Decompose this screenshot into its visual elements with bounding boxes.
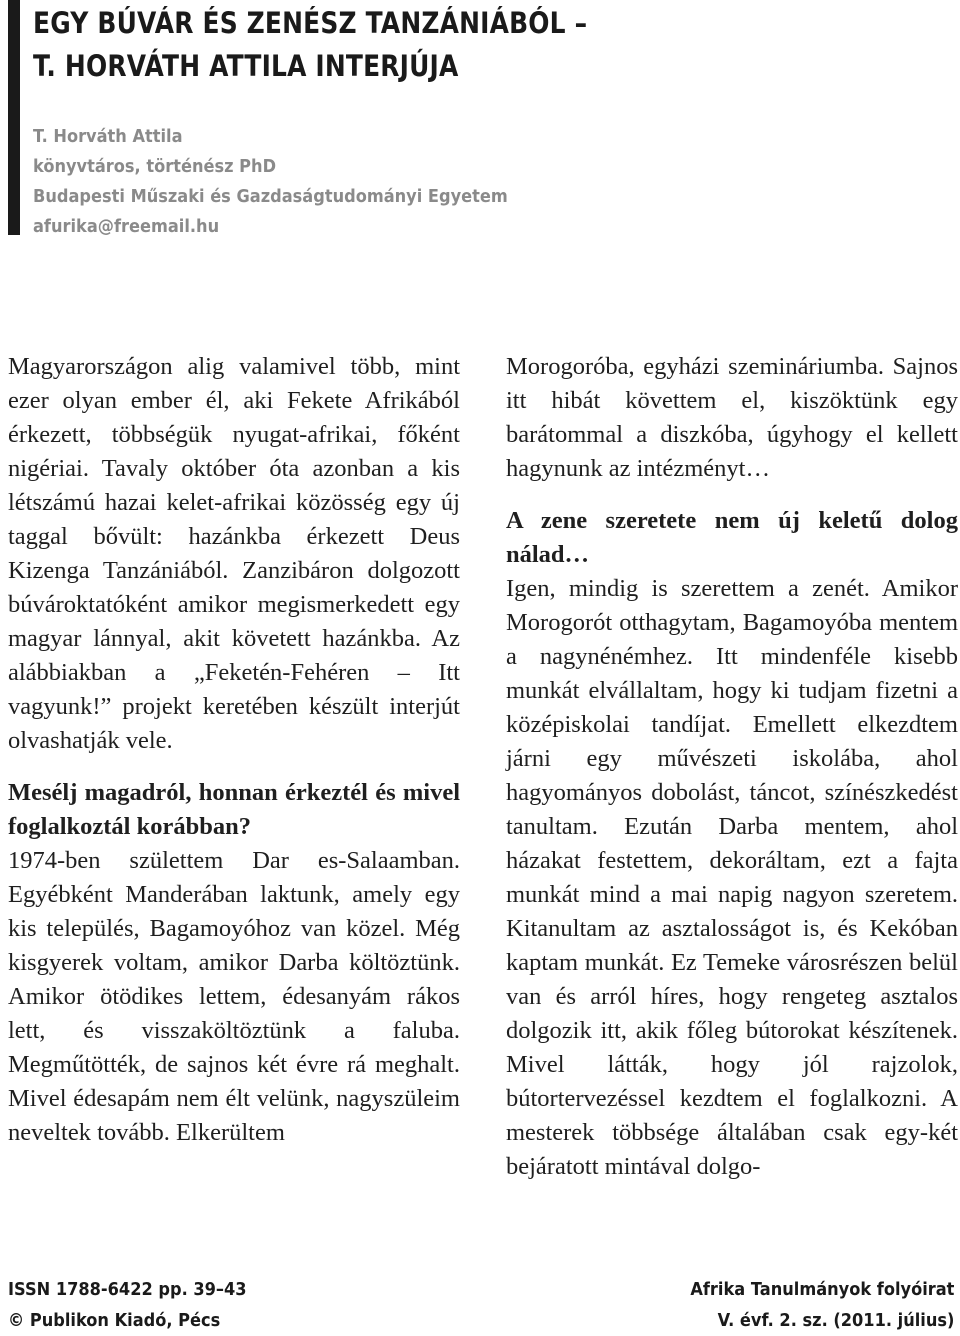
footer-left (8, 1274, 247, 1336)
title-line-1: EGY BÚVÁR ÉS ZENÉSZ TANZÁNIÁBÓL – (33, 6, 588, 40)
intro-paragraph: Magyarországon alig valamivel több, mint ezer olyan ember él, aki Fekete Afrikából érkezett, többségük nyugat-afrikai, főként nigériai. Tavaly október óta azonban a kis létszámú hazai kelet-afrikai közösség egy új taggal bővült: hazánkba érkezett Deus Kizenga Tanzániából. Zanzibáron dolgozott búvároktatóként amikor megismerkedett egy magyar lánnyal, akit követett hazánkba. Az alábbiakban a „Feketén-Fehéren – Itt vagyunk!” projekt keretében készült interjút olvashatják vele. (8, 353, 460, 754)
footer-right (690, 1274, 954, 1336)
right-column (506, 350, 958, 1184)
left-column (8, 350, 460, 1150)
issue-text: V. évf. 2. sz. (2011. július) (717, 1310, 954, 1331)
author-email: afurika@freemail.hu (33, 216, 220, 237)
author-affiliation: Budapesti Műszaki és Gazdaságtudományi Egyetem (33, 186, 508, 207)
answer-2: Igen, mindig is szerettem a zenét. Amikor Morogorót otthagytam, Bagamoyóba mentem a nagynénémhez. Itt mindenféle kisebb munkát elvállaltam, hogy ki tudjam fizetni a középiskolai tandíjat. Emellett elkezdtem járni egy művészeti iskolába, ahol hagyományos dobolást, táncot, színészkedést tanultam. Ezután Darba mentem, ahol házakat festettem, dekoráltam, ezt a fajta munkát mind a mai napig nagyon szeretem. Kitanultam az asztalosságot is, és Kekóban kaptam munkát. Ez Temeke városrészen belül van és arról híres, hogy rengeteg asztalos dolgozik itt, akik főleg bútorokat készítenek. Mivel látták, hogy jól rajzolok, bútortervezéssel kezdtem el foglalkozni. A mesterek többsége általában csak egy-két bejáratott mintával dolgo- (506, 575, 958, 1180)
title-line-2: T. HORVÁTH ATTILA INTERJÚJA (33, 49, 459, 83)
article-title (33, 2, 824, 88)
journal-name: Afrika Tanulmányok folyóirat (689, 1279, 954, 1300)
issn-text: ISSN 1788-6422 pp. 39–43 (8, 1279, 247, 1300)
question-1: Mesélj magadról, honnan érkeztél és mivel foglalkoztál korábban? (8, 779, 460, 840)
publisher-text: © Publikon Kiadó, Pécs (8, 1310, 221, 1331)
continuation-paragraph: Morogoróba, egyházi szemináriumba. Sajnos itt hibát követtem el, kiszöktünk egy barátommal a diszkóba, úgyhogy el kellett hagynunk az intézményt… (506, 353, 958, 482)
question-2: A zene szeretete nem új keletű dolog nálad… (506, 507, 958, 568)
author-name: T. Horváth Attila (33, 126, 183, 147)
answer-1: 1974-ben születtem Dar es-Salaamban. Egyébként Manderában laktunk, amely egy kis település, Bagamoyóhoz van közel. Még kisgyerek voltam, amikor Darba költöztünk. Amikor ötödikes lettem, édesanyám rákos lett, és visszaköltöztünk a faluba. Megműtötték, de sajnos két évre rá meghalt. Mivel édesapám nem élt velünk, nagyszüleim neveltek tovább. Elkerültem (8, 847, 460, 1146)
author-block (33, 122, 508, 242)
author-role: könyvtáros, történész PhD (33, 156, 277, 177)
header-accent-bar (8, 0, 20, 235)
